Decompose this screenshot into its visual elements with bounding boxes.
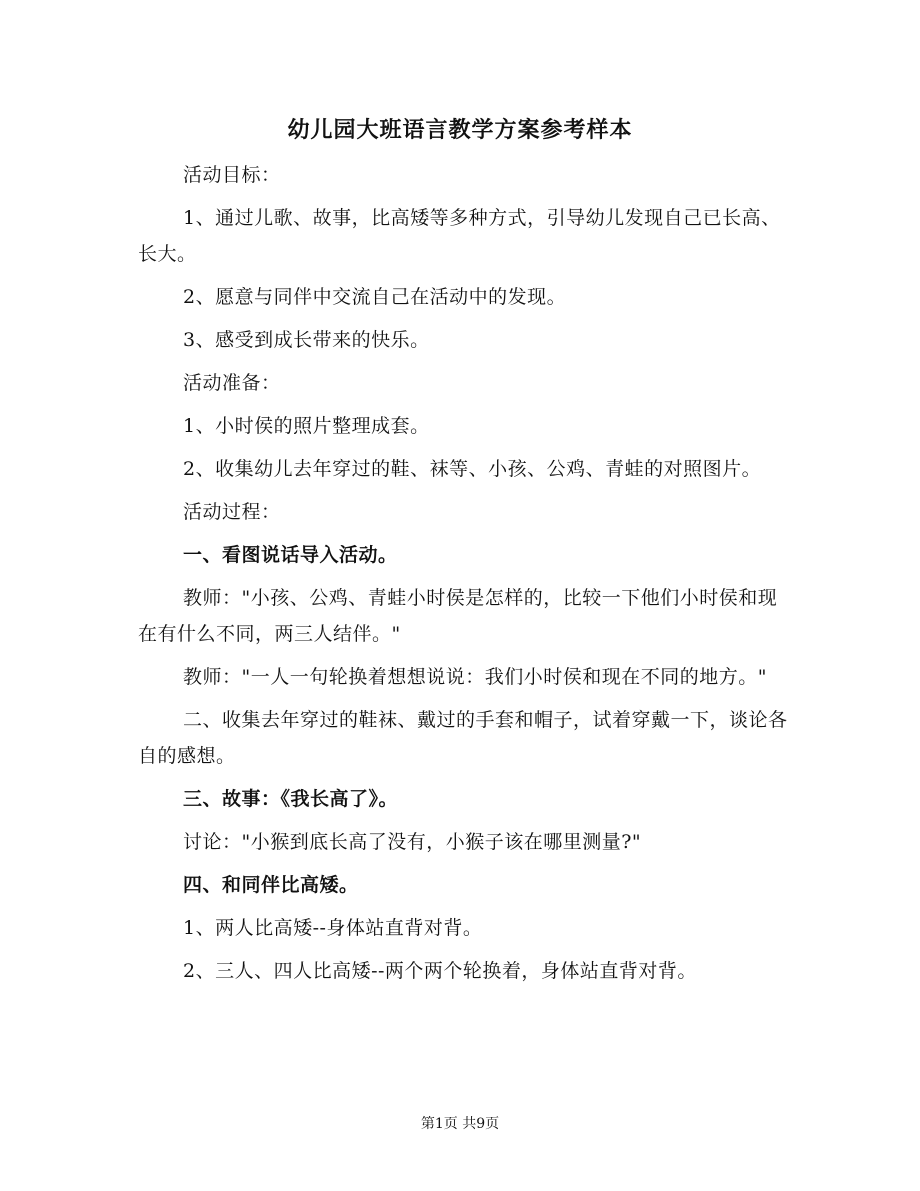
paragraph: 2、愿意与同伴中交流自己在活动中的发现。 — [183, 286, 567, 308]
paragraph: 二、收集去年穿过的鞋袜、戴过的手套和帽子，试着穿戴一下，谈论各自的感想。 — [138, 709, 788, 767]
section-heading: 三、故事：《我长高了》。 — [183, 788, 399, 810]
paragraph: 2、三人、四人比高矮--两个两个轮换着，身体站直背对背。 — [183, 960, 697, 982]
section-heading: 四、和同伴比高矮。 — [183, 874, 359, 896]
paragraph: 1、小时侯的照片整理成套。 — [183, 415, 430, 437]
document-title: 幼儿园大班语言教学方案参考样本 — [287, 117, 633, 143]
page-footer: 第1页 共9页 — [420, 1116, 500, 1132]
paragraph: 活动过程： — [183, 501, 281, 523]
paragraph: 活动目标： — [183, 164, 281, 186]
paragraph: 活动准备： — [183, 372, 281, 394]
paragraph: 2、收集幼儿去年穿过的鞋、袜等、小孩、公鸡、青蛙的对照图片。 — [183, 458, 762, 480]
paragraph: 教师："小孩、公鸡、青蛙小时侯是怎样的，比较一下他们小时侯和现在有什么不同，两三人结伴。" — [138, 587, 778, 645]
paragraph: 讨论："小猴到底长高了没有，小猴子该在哪里测量?" — [183, 831, 642, 853]
paragraph: 1、两人比高矮--身体站直背对背。 — [183, 917, 483, 939]
paragraph: 教师："一人一句轮换着想想说说：我们小时侯和现在不同的地方。" — [183, 666, 767, 688]
paragraph: 3、感受到成长带来的快乐。 — [183, 329, 430, 351]
section-heading: 一、看图说话导入活动。 — [183, 544, 398, 566]
document-body — [138, 157, 788, 996]
paragraph: 1、通过儿歌、故事，比高矮等多种方式，引导幼儿发现自己已长高、长大。 — [138, 207, 781, 265]
